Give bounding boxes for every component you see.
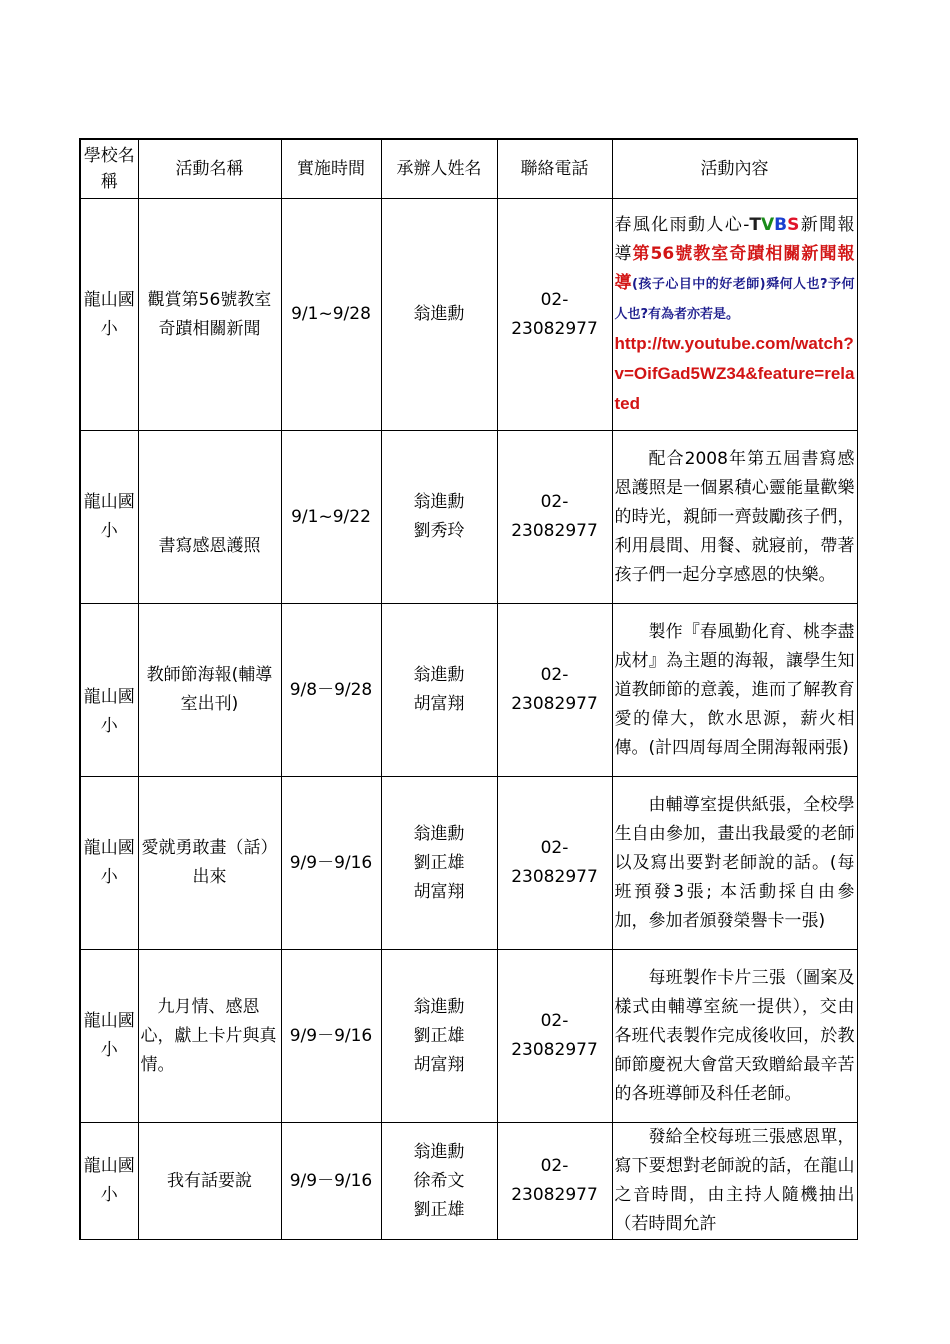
tvbs-letter-v: V [760,214,775,235]
phone-number: 23082977 [511,1185,598,1205]
school-cell: 龍山國小 [80,431,138,604]
phone-prefix: 02- [540,1011,569,1031]
phone-number: 23082977 [511,318,598,339]
period-cell: 9/9－9/16 [281,777,381,950]
organizer-name: 劉正雄 [413,852,465,873]
phone-cell [497,604,612,777]
activity-cell [138,431,281,604]
phone-number: 23082977 [511,694,598,714]
youtube-link[interactable]: http://tw.youtube.com/watch?v=OifGad5WZ34&feature=related [614,333,855,413]
organizer-name: 翁進勳 [413,304,465,324]
phone-number: 23082977 [511,1040,598,1060]
organizer-name: 胡富翔 [413,1054,465,1075]
phone-cell [497,199,612,431]
organizer-name: 劉正雄 [413,1025,465,1046]
organizer-name: 胡富翔 [413,881,465,902]
activity-cell [138,950,281,1123]
organizer-cell [381,777,497,950]
table-row [80,431,857,604]
phone-number: 23082977 [511,867,598,887]
content-text: 每班製作卡片三張（圖案及樣式由輔導室統一提供），交由各班代表製作完成後收回，於教師節慶祝大會當天致贈給最辛苦的各班導師及科任老師。 [614,967,855,1104]
table-row [80,950,857,1123]
period-cell: 9/1~9/28 [281,199,381,431]
table-row [80,199,857,431]
period-cell: 9/9－9/16 [281,1123,381,1240]
school-cell: 龍山國小 [80,1123,138,1240]
content-cell [612,431,857,604]
period-cell: 9/1~9/22 [281,431,381,604]
organizer-cell [381,604,497,777]
organizer-name: 翁進勳 [413,665,465,685]
content-highlight: 第56號教室奇蹟相關新聞報導 [614,243,855,293]
organizer-name: 翁進勳 [413,823,465,844]
content-text: 發給全校每班三張感恩單，寫下要想對老師說的話，在龍山之音時間，由主持人隨機抽出（若時間允許 [614,1127,855,1234]
header-content: 活動內容 [612,139,857,199]
school-cell: 龍山國小 [80,199,138,431]
phone-cell [497,1123,612,1240]
activity-table [79,138,858,1240]
phone-prefix: 02- [540,492,569,512]
organizer-cell [381,199,497,431]
table-row [80,777,857,950]
organizer-name: 翁進勳 [413,1141,465,1162]
activity-cell: 觀賞第56號教室奇蹟相關新聞 [138,199,281,431]
activity-name: 書寫感恩護照 [158,535,261,556]
period-cell: 9/8－9/28 [281,604,381,777]
content-cell [612,777,857,950]
content-quote: (孩子心目中的好老師)舜何人也?予何人也?有為者亦若是。 [614,276,855,322]
activity-cell: 我有話要說 [138,1123,281,1240]
tvbs-letter-s: S [787,214,800,235]
content-cell [612,199,857,431]
activity-name: 九月情、感恩心，獻上卡片與真情。 [140,996,277,1075]
school-cell: 龍山國小 [80,950,138,1123]
activity-cell: 教師節海報(輔導室出刊) [138,604,281,777]
organizer-name: 劉正雄 [413,1199,465,1220]
header-activity: 活動名稱 [138,139,281,199]
phone-number: 23082977 [511,521,598,541]
tvbs-letter-t: T [749,214,761,235]
content-text: 製作『春風勤化育、桃李盡成材』為主題的海報，讓學生知道教師節的意義，進而了解教育愛的偉大，飲水思源，薪火相傳。(計四周每周全開海報兩張) [614,621,855,758]
phone-prefix: 02- [540,1156,569,1176]
phone-cell [497,431,612,604]
organizer-name: 劉秀玲 [413,521,465,541]
phone-prefix: 02- [540,289,569,310]
activity-cell: 愛就勇敢畫（話）出來 [138,777,281,950]
phone-prefix: 02- [540,838,569,858]
school-name: 龍山國小 [83,687,135,736]
organizer-cell [381,950,497,1123]
content-intro: 春風化雨動人心- [614,214,750,235]
content-text: 配合2008年第五屆書寫感恩護照是一個累積心靈能量歡樂的時光，親師一齊鼓勵孩子們，利用晨間、用餐、就寢前，帶著孩子們一起分享感恩的快樂。 [614,448,855,585]
content-cell [612,950,857,1123]
organizer-name: 翁進勳 [413,996,465,1017]
organizer-name: 胡富翔 [413,694,465,714]
header-organizer: 承辦人姓名 [381,139,497,199]
school-cell [80,604,138,777]
content-after: 新聞報導 [614,214,855,264]
period-cell: 9/9－9/16 [281,950,381,1123]
organizer-cell [381,1123,497,1240]
content-cell [612,1123,857,1240]
header-period: 實施時間 [281,139,381,199]
school-cell: 龍山國小 [80,777,138,950]
content-cell [612,604,857,777]
tvbs-letter-b: B [774,214,788,235]
header-phone: 聯絡電話 [497,139,612,199]
header-school: 學校名稱 [80,139,138,199]
phone-prefix: 02- [540,665,569,685]
table-row [80,604,857,777]
table-row [80,1123,857,1240]
content-text: 由輔導室提供紙張，全校學生自由參加，畫出我最愛的老師以及寫出要對老師說的話。(每班預發3張; 本活動採自由參加，參加者頒發榮譽卡一張) [614,794,855,931]
organizer-name: 徐希文 [413,1170,465,1191]
phone-cell [497,950,612,1123]
organizer-name: 翁進勳 [413,492,465,512]
phone-cell [497,777,612,950]
header-row [80,139,857,199]
organizer-cell [381,431,497,604]
